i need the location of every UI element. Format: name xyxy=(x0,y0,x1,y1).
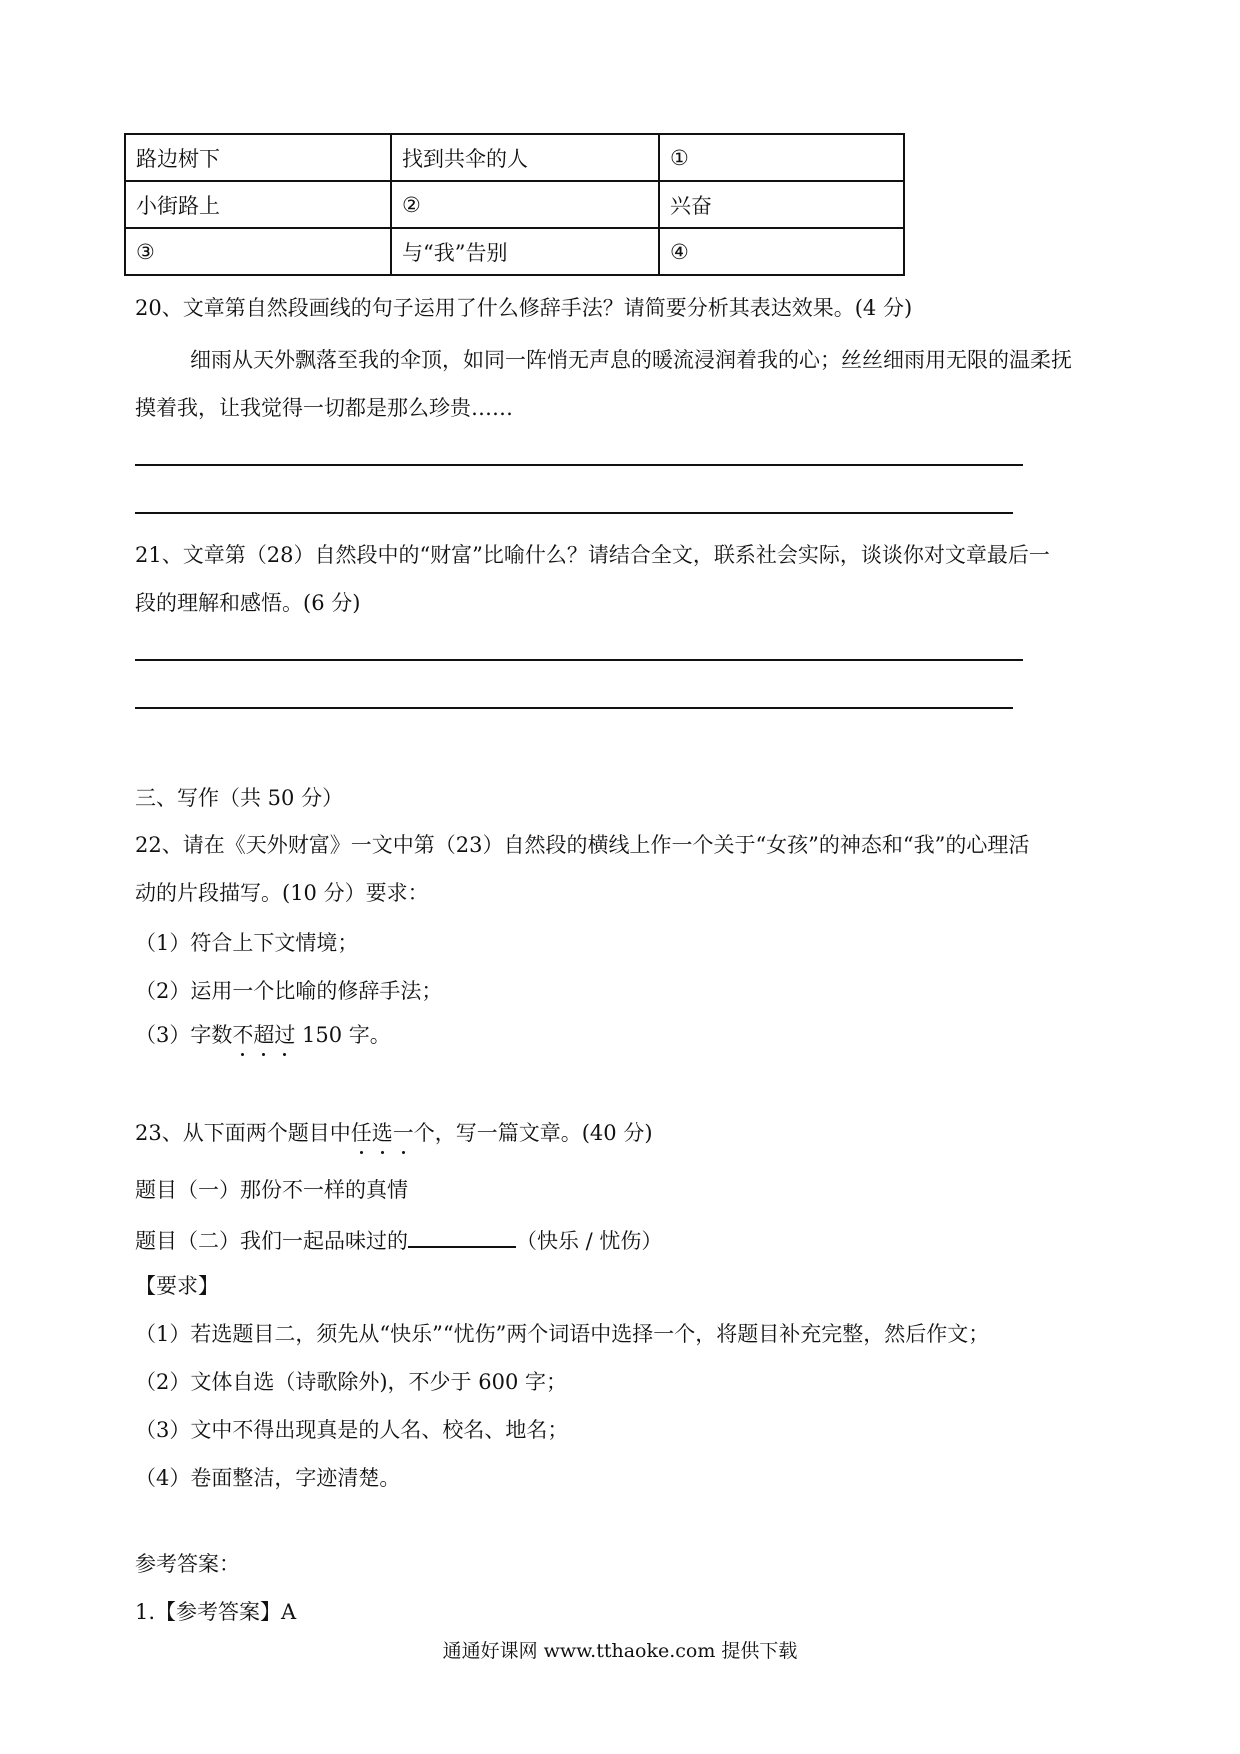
question-22-req1: （1）符合上下文情境； xyxy=(135,931,359,955)
q23-prefix: 23、从下面两个题目中 xyxy=(135,1121,351,1145)
section-3-title: 三、写作（共 50 分） xyxy=(135,786,344,810)
fill-in-blank[interactable] xyxy=(408,1224,516,1248)
q23-title1: 题目（一）那份不一样的真情 xyxy=(135,1178,408,1202)
emphasis-char: 任 xyxy=(350,1121,372,1145)
table-row xyxy=(125,134,904,181)
question-23 xyxy=(135,1119,653,1147)
answer-line[interactable] xyxy=(135,464,1023,466)
emotion-table xyxy=(124,133,905,276)
answers-heading: 参考答案： xyxy=(135,1552,240,1576)
answer-1: 1.【参考答案】A xyxy=(135,1600,297,1624)
question-21-line2: 段的理解和感悟。(6 分) xyxy=(135,591,361,615)
table-cell: ③ xyxy=(125,228,391,275)
question-22-req3 xyxy=(135,1021,391,1049)
answer-line[interactable] xyxy=(135,707,1013,709)
table-cell: 兴奋 xyxy=(659,181,904,228)
question-20-quote-line1: 细雨从天外飘落至我的伞顶，如同一阵悄无声息的暖流浸润着我的心；丝丝细雨用无限的温柔抚 xyxy=(190,348,1072,372)
emphasis-char: 不 xyxy=(232,1023,254,1047)
table-row xyxy=(125,228,904,275)
requirement-2: （2）文体自选（诗歌除外)，不少于 600 字； xyxy=(135,1370,567,1394)
q23-title2-prefix: 题目（二）我们一起品味过的 xyxy=(135,1229,408,1253)
q23-title2-suffix: （快乐 / 忧伤） xyxy=(516,1229,663,1253)
emphasis-char: 一 xyxy=(392,1121,414,1145)
emphasis-char: 过 xyxy=(274,1023,296,1047)
question-22-req2: （2）运用一个比喻的修辞手法； xyxy=(135,979,443,1003)
table-cell: 路边树下 xyxy=(125,134,391,181)
table-cell: ④ xyxy=(659,228,904,275)
question-22-line2: 动的片段描写。(10 分）要求： xyxy=(135,881,429,905)
q23-title2 xyxy=(135,1224,662,1255)
table-cell: 找到共伞的人 xyxy=(391,134,659,181)
emphasis-char: 超 xyxy=(253,1023,275,1047)
requirements-heading: 【要求】 xyxy=(135,1274,219,1298)
question-20-quote-line2: 摸着我，让我觉得一切都是那么珍贵…… xyxy=(135,396,513,420)
question-22-line1: 22、请在《天外财富》一文中第（23）自然段的横线上作一个关于“女孩”的神态和“我”的心理活 xyxy=(135,833,1030,857)
emphasis-char: 选 xyxy=(371,1121,393,1145)
table-row xyxy=(125,181,904,228)
table-cell: ① xyxy=(659,134,904,181)
question-21-line1: 21、文章第（28）自然段中的“财富”比喻什么？请结合全文，联系社会实际，谈谈你对文章最后一 xyxy=(135,543,1050,567)
answer-line[interactable] xyxy=(135,512,1013,514)
requirement-1: （1）若选题目二，须先从“快乐”“忧伤”两个词语中选择一个，将题目补充完整，然后作文； xyxy=(135,1322,990,1346)
requirement-3: （3）文中不得出现真是的人名、校名、地名； xyxy=(135,1418,569,1442)
table-cell: ② xyxy=(391,181,659,228)
q23-suffix: 个，写一篇文章。(40 分) xyxy=(413,1121,653,1145)
footer-text: 通通好课网 www.tthaoke.com 提供下载 xyxy=(442,1640,798,1662)
req3-prefix: （3）字数 xyxy=(135,1023,233,1047)
table-cell: 小街路上 xyxy=(125,181,391,228)
answer-line[interactable] xyxy=(135,659,1023,661)
req3-suffix: 150 字。 xyxy=(295,1023,391,1047)
table-cell: 与“我”告别 xyxy=(391,228,659,275)
requirement-4: （4）卷面整洁，字迹清楚。 xyxy=(135,1466,401,1490)
question-20: 20、文章第自然段画线的句子运用了什么修辞手法？请简要分析其表达效果。(4 分) xyxy=(135,296,913,320)
